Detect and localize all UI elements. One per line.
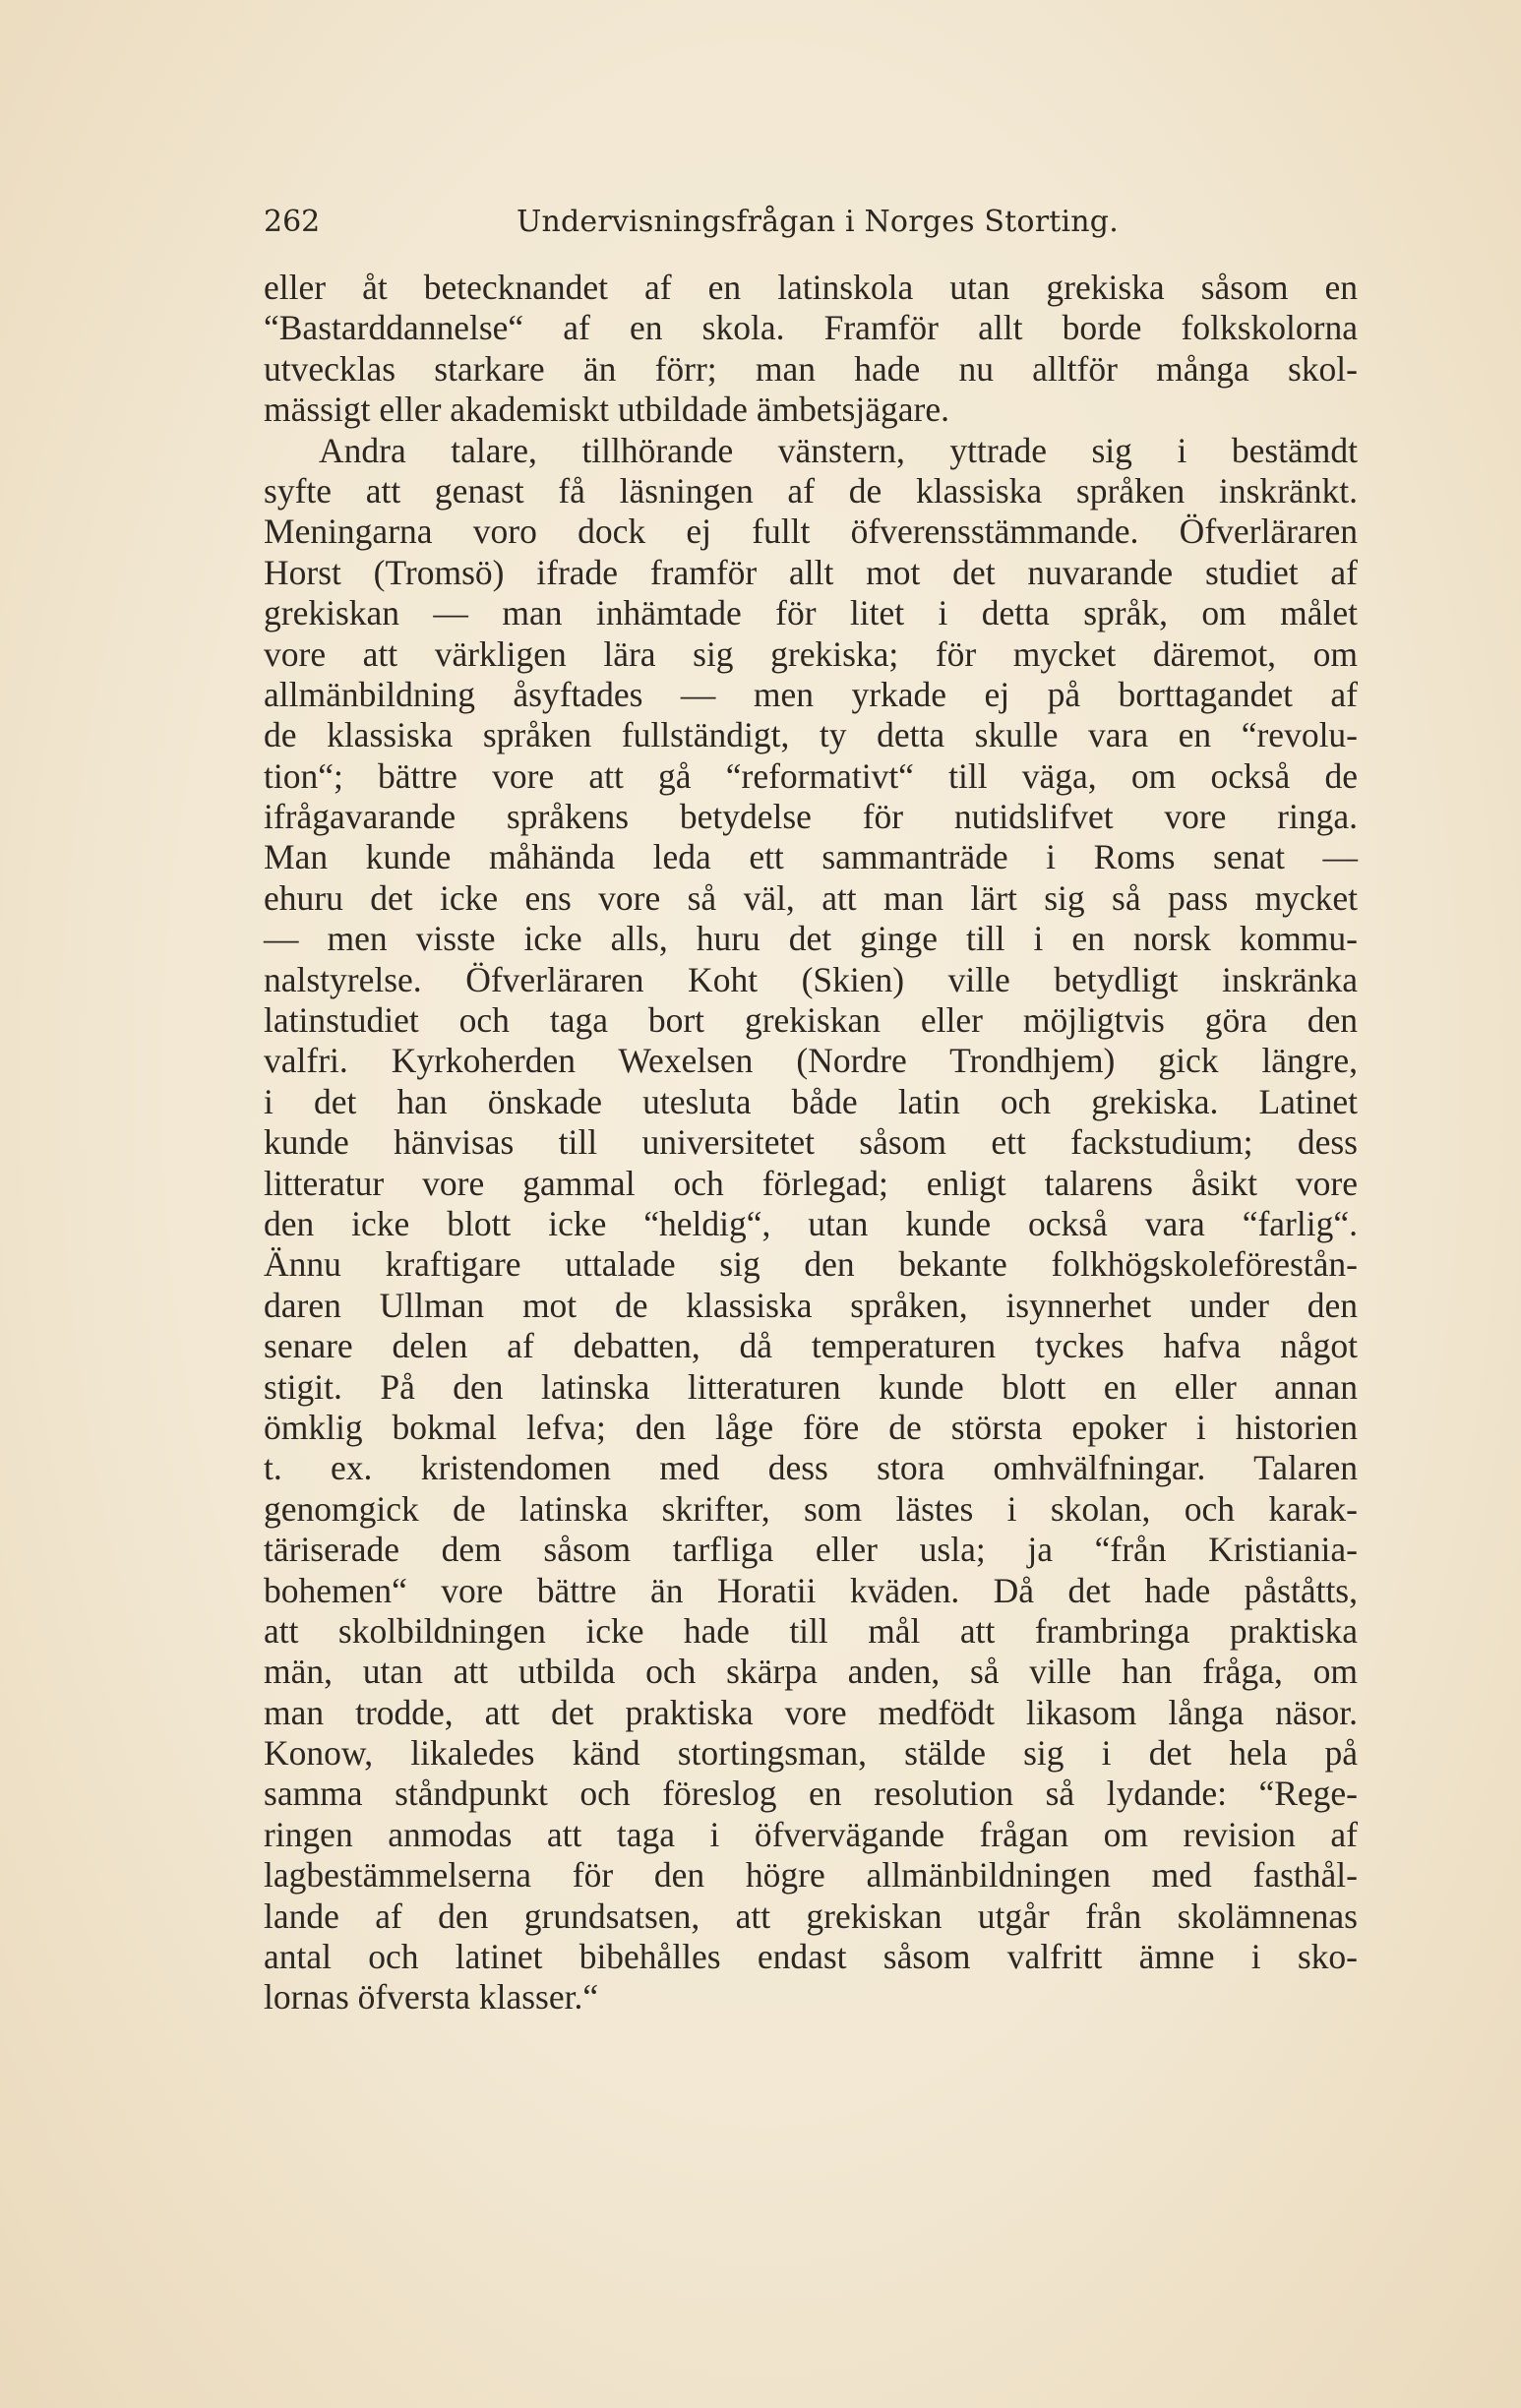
text-line: samma ståndpunkt och föreslog en resolution så lydande: “Rege-: [264, 1774, 1358, 1814]
text-line: valfri. Kyrkoherden Wexelsen (Nordre Trondhjem) gick längre,: [264, 1041, 1358, 1081]
text-line: lagbestämmelserna för den högre allmänbildningen med fasthål-: [264, 1855, 1358, 1896]
body-text: [264, 268, 1358, 2018]
text-line: daren Ullman mot de klassiska språken, isynnerhet under den: [264, 1285, 1358, 1325]
text-line: att skolbildningen icke hade till mål att frambringa praktiska: [264, 1610, 1358, 1651]
text-line: de klassiska språken fullständigt, ty detta skulle vara en “revolu-: [264, 715, 1358, 755]
text-line: tion“; bättre vore att gå “reformativt“ till väga, om också de: [264, 755, 1358, 796]
text-line: täriserade dem såsom tarfliga eller usla; ja “från Kristiania-: [264, 1530, 1358, 1570]
page-header: [264, 205, 1358, 250]
text-line: senare delen af debatten, då temperaturen tyckes hafva något: [264, 1326, 1358, 1366]
text-line: genomgick de latinska skrifter, som lästes i skolan, och karak-: [264, 1488, 1358, 1529]
text-line: — men visste icke alls, huru det ginge till i en norsk kommu-: [264, 919, 1358, 959]
text-line: Konow, likaledes känd stortingsman, stälde sig i det hela på: [264, 1733, 1358, 1774]
text-line: Andra talare, tillhörande vänstern, yttrade sig i bestämdt: [319, 430, 1358, 470]
text-line: grekiskan — man inhämtade för litet i detta språk, om målet: [264, 593, 1358, 633]
page-number: 262: [264, 205, 321, 239]
text-line: t. ex. kristendomen med dess stora omhvälfningar. Talaren: [264, 1448, 1358, 1488]
text-line: syfte att genast få läsningen af de klassiska språken inskränkt.: [264, 470, 1358, 511]
running-title: Undervisningsfrågan i Norges Storting.: [517, 205, 1119, 239]
text-line: utvecklas starkare än förr; man hade nu alltför många skol-: [264, 348, 1358, 389]
text-line: Horst (Tromsö) ifrade framför allt mot det nuvarande studiet af: [264, 552, 1358, 592]
text-line: antal och latinet bibehålles endast såsom valfritt ämne i sko-: [264, 1937, 1358, 1977]
text-line: ömklig bokmal lefva; den låge före de största epoker i historien: [264, 1407, 1358, 1447]
text-line: ringen anmodas att taga i öfvervägande frågan om revision af: [264, 1814, 1358, 1854]
text-line: litteratur vore gammal och förlegad; enligt talarens åsikt vore: [264, 1163, 1358, 1203]
text-line: lornas öfversta klasser.“: [264, 1977, 599, 2017]
text-line: vore att värkligen lära sig grekiska; för mycket däremot, om: [264, 633, 1358, 674]
text-line: eller åt betecknandet af en latinskola utan grekiska såsom en: [264, 268, 1358, 307]
text-line: man trodde, att det praktiska vore medfödt likasom långa näsor.: [264, 1692, 1358, 1732]
text-line: bohemen“ vore bättre än Horatii kväden. Då det hade påståtts,: [264, 1570, 1358, 1610]
text-line: “Bastarddannelse“ af en skola. Framför allt borde folkskolorna: [264, 308, 1358, 348]
text-line: ifrågavarande språkens betydelse för nutidslifvet vore ringa.: [264, 797, 1358, 837]
text-line: mässigt eller akademiskt utbildade ämbetsjägare.: [264, 390, 949, 430]
text-line: Man kunde måhända leda ett sammanträde i Roms senat —: [264, 837, 1358, 877]
text-line: Ännu kraftigare uttalade sig den bekante folkhögskoleförestån-: [264, 1244, 1358, 1285]
text-line: lande af den grundsatsen, att grekiskan utgår från skolämnenas: [264, 1896, 1358, 1936]
text-line: latinstudiet och taga bort grekiskan eller möjligtvis göra den: [264, 1000, 1358, 1041]
text-line: stigit. På den latinska litteraturen kunde blott en eller annan: [264, 1366, 1358, 1407]
text-line: ehuru det icke ens vore så väl, att man lärt sig så pass mycket: [264, 877, 1358, 918]
text-line: i det han önskade utesluta både latin och grekiska. Latinet: [264, 1081, 1358, 1121]
text-line: nalstyrelse. Öfverläraren Koht (Skien) ville betydligt inskränka: [264, 959, 1358, 999]
text-line: allmänbildning åsyftades — men yrkade ej på borttagandet af: [264, 674, 1358, 714]
text-line: kunde hänvisas till universitetet såsom ett fackstudium; dess: [264, 1122, 1358, 1163]
text-line: män, utan att utbilda och skärpa anden, så ville han fråga, om: [264, 1652, 1358, 1692]
text-line: den icke blott icke “heldig“, utan kunde också vara “farlig“.: [264, 1203, 1358, 1243]
text-line: Meningarna voro dock ej fullt öfverensstämmande. Öfverläraren: [264, 512, 1358, 552]
